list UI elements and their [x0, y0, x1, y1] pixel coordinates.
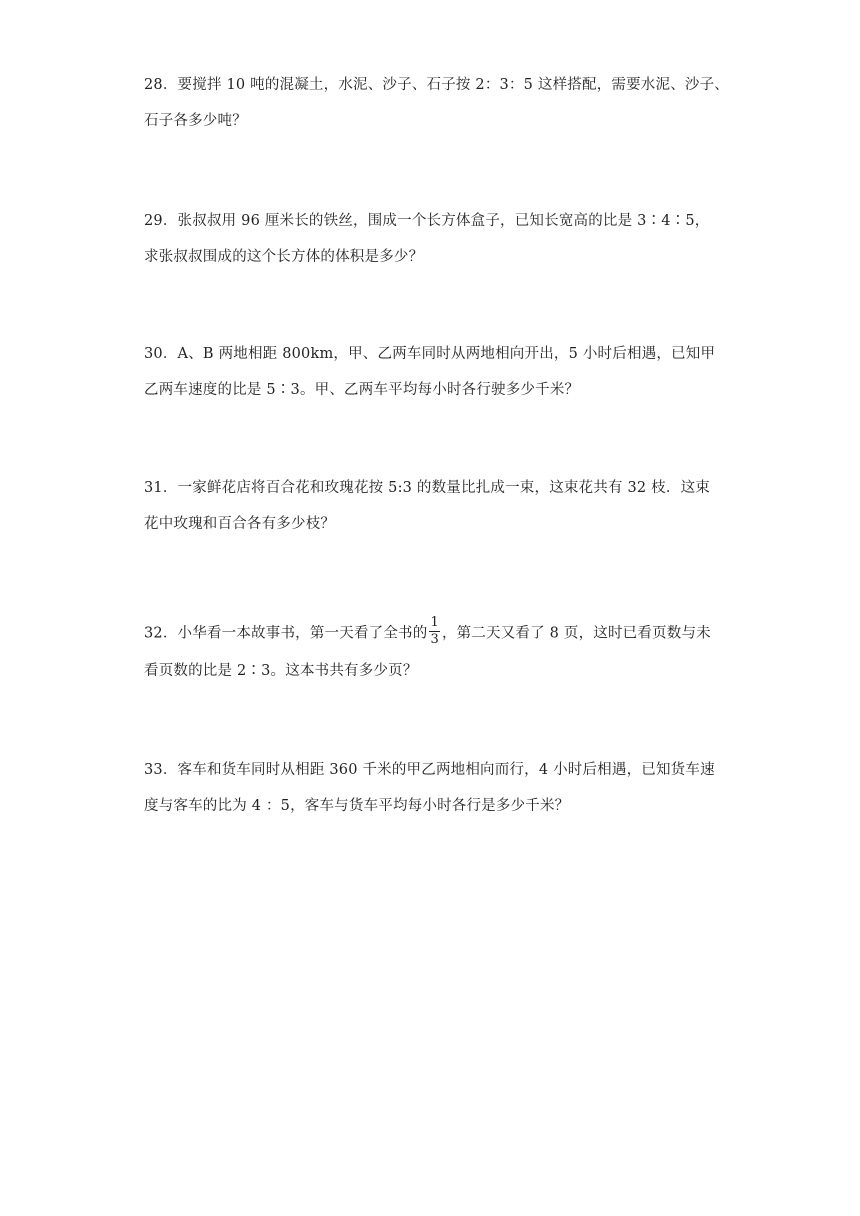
problem-28-line-1: 28．要搅拌 10 吨的混凝土，水泥、沙子、石子按 2：3：5 这样搭配，需要水泥、沙子、	[144, 77, 730, 93]
fraction-one-third	[429, 616, 439, 647]
problem-30-line-1: 30．A、B 两地相距 800km，甲、乙两车同时从两地相向开出，5 小时后相遇，已知甲	[144, 346, 716, 362]
problem-32	[144, 615, 724, 681]
problem-30	[144, 344, 724, 400]
fraction-denominator: 3	[430, 632, 439, 647]
fraction-numerator: 1	[430, 615, 439, 630]
problem-31-line-1: 31．一家鲜花店将百合花和玫瑰花按 5:3 的数量比扎成一束，这束花共有 32 枝．这束	[144, 480, 710, 496]
problem-29-line-1: 29．张叔叔用 96 厘米长的铁丝，围成一个长方体盒子，已知长宽高的比是 3∶4∶5，	[144, 213, 710, 229]
problem-31	[144, 478, 724, 534]
problem-29-line-2: 求张叔叔围成的这个长方体的体积是多少？	[144, 249, 424, 265]
problem-32-text-before-fraction: 32．小华看一本故事书，第一天看了全书的	[144, 625, 428, 642]
problem-31-line-2: 花中玫瑰和百合各有多少枝？	[144, 516, 336, 532]
problem-32-text-after-fraction: ，第二天又看了 8 页，这时已看页数与未	[441, 625, 711, 642]
problem-33-line-2: 度与客车的比为 4 ：5，客车与货车平均每小时各行是多少千米？	[144, 798, 570, 814]
problem-33	[144, 760, 724, 816]
problem-28	[144, 75, 730, 131]
problem-32-line-2: 看页数的比是 2∶3。这本书共有多少页？	[144, 663, 418, 679]
problem-32-line-1	[144, 615, 724, 649]
problem-33-line-1: 33．客车和货车同时从相距 360 千米的甲乙两地相向而行，4 小时后相遇，已知货车速	[144, 762, 715, 778]
problem-28-line-2: 石子各多少吨？	[144, 113, 247, 129]
problem-29	[144, 211, 724, 267]
problem-30-line-2: 乙两车速度的比是 5∶3。甲、乙两车平均每小时各行驶多少千米？	[144, 382, 580, 398]
